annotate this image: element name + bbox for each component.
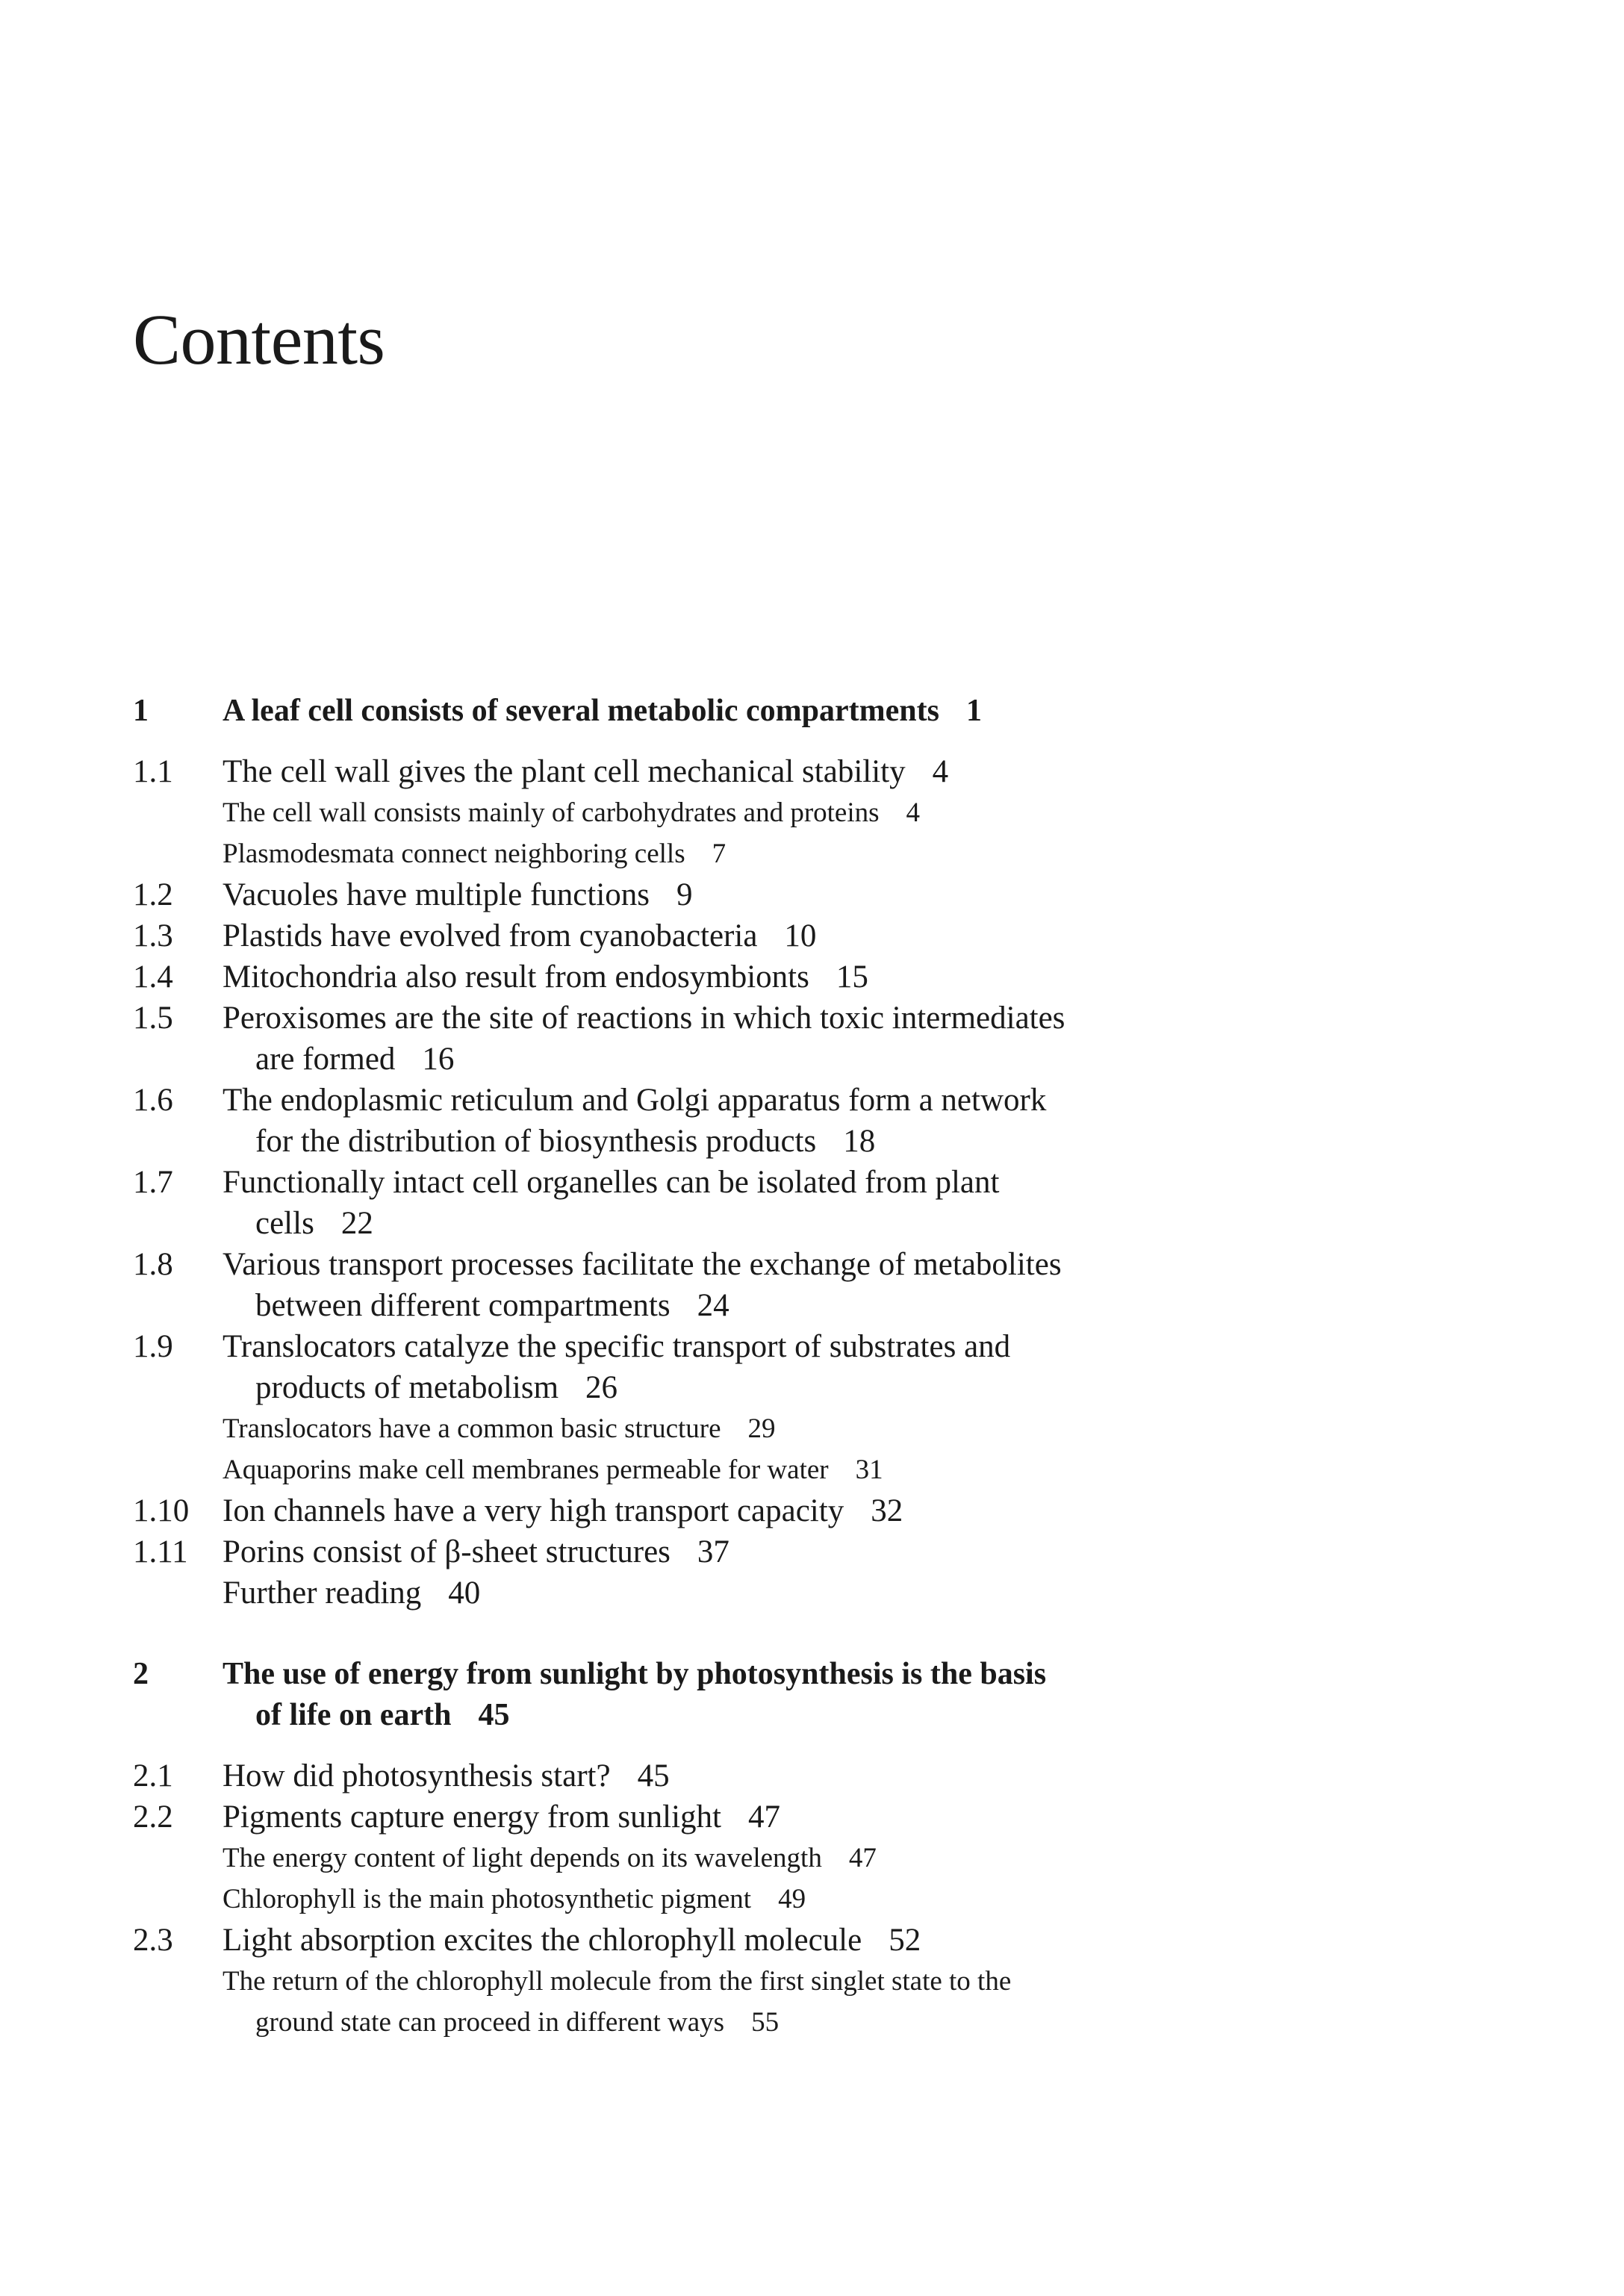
section-number: 1.3: [133, 918, 173, 953]
section-number: 1.6: [133, 1083, 173, 1118]
entry-title: Various transport processes facilitate the exchange of metabolites: [223, 1247, 1062, 1282]
page-number: 4: [932, 754, 949, 789]
entry-title: Further reading: [223, 1575, 422, 1611]
section-number: 1.2: [133, 877, 173, 912]
entry-title-continuation: for the distribution of biosynthesis products: [255, 1124, 817, 1159]
entry-title: Vacuoles have multiple functions: [223, 877, 650, 912]
toc-subentry[interactable]: [133, 1879, 1514, 1920]
page-number: 1: [965, 694, 982, 728]
entry-title: Plastids have evolved from cyanobacteria: [223, 918, 758, 953]
entry-title-continuation: between different compartments: [255, 1288, 671, 1323]
toc-subentry[interactable]: [133, 833, 1514, 874]
toc-entry-2-3[interactable]: [133, 1920, 1514, 1961]
toc-entry-1-2[interactable]: [133, 874, 1514, 915]
entry-title: The cell wall consists mainly of carbohydrates and proteins: [223, 797, 880, 828]
toc-entry-2-2[interactable]: [133, 1796, 1514, 1838]
page-number: 37: [697, 1534, 729, 1569]
section-number: 1.8: [133, 1247, 173, 1282]
page-number: 24: [697, 1288, 729, 1323]
toc-entry-1-1[interactable]: [133, 751, 1514, 792]
entry-title: Ion channels have a very high transport capacity: [223, 1493, 844, 1528]
entry-title: Translocators have a common basic structure: [223, 1413, 721, 1444]
entry-title: How did photosynthesis start?: [223, 1758, 611, 1793]
page-number: 47: [747, 1799, 780, 1835]
page-number: 7: [712, 839, 727, 869]
toc-entry-1-7[interactable]: [133, 1162, 1514, 1244]
table-of-contents: [133, 691, 1514, 2043]
page-number: 10: [784, 918, 817, 953]
section-number: 1.1: [133, 754, 173, 789]
page-number: 45: [637, 1758, 670, 1793]
section-number: 1.4: [133, 959, 173, 995]
page-number: 9: [676, 877, 693, 912]
entry-title-continuation: ground state can proceed in different ways: [255, 2007, 725, 2038]
entry-title: Peroxisomes are the site of reactions in which toxic intermediates: [223, 1001, 1065, 1036]
toc-entry-1-10[interactable]: [133, 1490, 1514, 1531]
page-number: 22: [340, 1206, 373, 1241]
toc-subentry[interactable]: [133, 1408, 1514, 1449]
chapter-2-heading[interactable]: [133, 1654, 1514, 1736]
toc-subentry[interactable]: [133, 1838, 1514, 1879]
toc-entry-1-6[interactable]: [133, 1080, 1514, 1162]
entry-title: Light absorption excites the chlorophyll molecule: [223, 1923, 862, 1958]
entry-title: Aquaporins make cell membranes permeable for water: [223, 1455, 829, 1485]
section-number: 1.5: [133, 1001, 173, 1036]
toc-entry-1-4[interactable]: [133, 956, 1514, 998]
entry-title: Porins consist of β-sheet structures: [223, 1534, 671, 1569]
page-number: 4: [906, 797, 921, 828]
page-number: 31: [855, 1455, 883, 1485]
toc-subentry[interactable]: [133, 792, 1514, 833]
toc-entry-1-11[interactable]: [133, 1531, 1514, 1572]
toc-entry-further-reading[interactable]: [133, 1572, 1514, 1614]
page-number: 49: [778, 1884, 806, 1914]
entry-title: The energy content of light depends on its wavelength: [223, 1843, 822, 1873]
chapter-number: 2: [133, 1657, 149, 1691]
page-number: 52: [889, 1923, 921, 1958]
toc-entry-2-1[interactable]: [133, 1755, 1514, 1796]
section-number: 2.1: [133, 1758, 173, 1793]
chapter-title-continuation: of life on earth: [255, 1698, 452, 1732]
entry-title: The return of the chlorophyll molecule from the first singlet state to the: [223, 1966, 1012, 1997]
toc-subentry[interactable]: [133, 1449, 1514, 1490]
entry-title: The endoplasmic reticulum and Golgi apparatus form a network: [223, 1083, 1047, 1118]
page-number: 47: [848, 1843, 877, 1873]
toc-entry-1-9[interactable]: [133, 1326, 1514, 1408]
toc-entry-1-3[interactable]: [133, 915, 1514, 956]
toc-entry-1-5[interactable]: [133, 998, 1514, 1080]
entry-title: Mitochondria also result from endosymbionts: [223, 959, 809, 995]
section-number: 1.10: [133, 1493, 190, 1528]
entry-title-continuation: are formed: [255, 1042, 396, 1077]
page-number: 29: [747, 1413, 776, 1444]
section-number: 1.9: [133, 1329, 173, 1364]
chapter-title: A leaf cell consists of several metabolic compartments: [223, 694, 939, 728]
section-number: 1.11: [133, 1534, 188, 1569]
entry-title: Plasmodesmata connect neighboring cells: [223, 839, 685, 869]
entry-title: Translocators catalyze the specific transport of substrates and: [223, 1329, 1011, 1364]
page-number: 26: [585, 1370, 618, 1405]
page-number: 55: [751, 2007, 780, 2038]
page-number: 15: [836, 959, 868, 995]
page-number: 32: [871, 1493, 903, 1528]
entry-title-continuation: cells: [255, 1206, 314, 1241]
entry-title: Pigments capture energy from sunlight: [223, 1799, 721, 1835]
page-number: 45: [478, 1698, 510, 1732]
chapter-title: The use of energy from sunlight by photosynthesis is the basis: [223, 1657, 1047, 1691]
entry-title-continuation: products of metabolism: [255, 1370, 559, 1405]
entry-title: Functionally intact cell organelles can be isolated from plant: [223, 1165, 1000, 1200]
entry-title: Chlorophyll is the main photosynthetic pigment: [223, 1884, 752, 1914]
chapter-number: 1: [133, 694, 149, 728]
toc-entry-1-8[interactable]: [133, 1244, 1514, 1326]
page-number: 16: [422, 1042, 455, 1077]
page-number: 18: [843, 1124, 876, 1159]
chapter-1-heading[interactable]: [133, 691, 1514, 732]
section-number: 2.3: [133, 1923, 173, 1958]
section-number: 2.2: [133, 1799, 173, 1835]
entry-title: The cell wall gives the plant cell mechanical stability: [223, 754, 906, 789]
toc-subentry[interactable]: [133, 1961, 1514, 2043]
page-title: Contents: [133, 299, 385, 379]
section-number: 1.7: [133, 1165, 173, 1200]
page-number: 40: [448, 1575, 481, 1611]
